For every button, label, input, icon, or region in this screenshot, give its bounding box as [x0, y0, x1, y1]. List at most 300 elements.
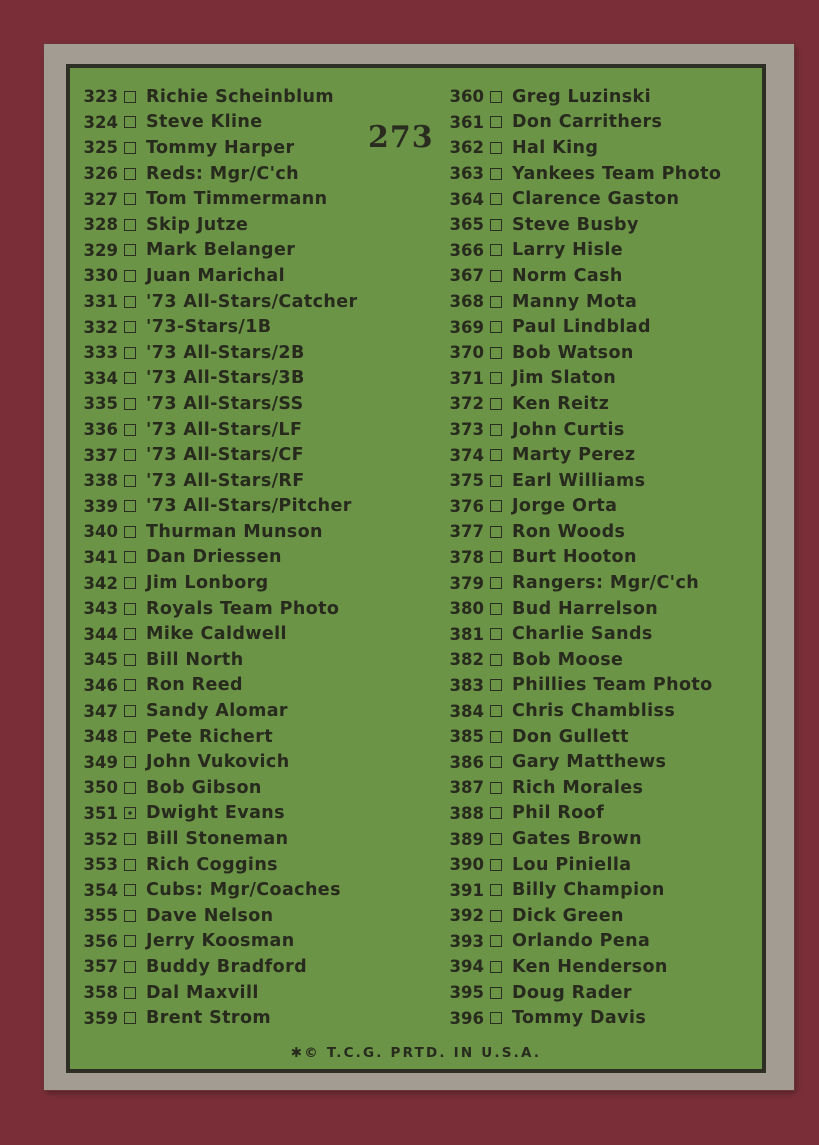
card-list-number: 377	[449, 522, 484, 542]
checkbox-icon	[124, 654, 136, 666]
checkbox-icon	[490, 526, 502, 538]
checklist-row	[440, 749, 758, 775]
card-list-number: 395	[449, 983, 484, 1003]
checkbox-icon	[490, 449, 502, 461]
card-list-number: 368	[449, 292, 484, 312]
checkbox-icon	[490, 859, 502, 871]
player-name: Jorge Orta	[512, 496, 618, 517]
checkbox-icon	[124, 603, 136, 615]
checklist-row	[440, 212, 758, 238]
checklist-row	[74, 698, 444, 724]
checklist-row	[440, 494, 758, 520]
card-list-number: 346	[83, 675, 118, 695]
checkbox-icon	[124, 424, 136, 436]
checkbox-icon	[490, 1012, 502, 1024]
checklist-row	[440, 366, 758, 392]
card-list-number: 350	[83, 778, 118, 798]
checklist-panel	[66, 64, 766, 1073]
card-list-number: 336	[83, 420, 118, 440]
player-name: Dave Nelson	[146, 905, 274, 926]
checkbox-icon	[490, 475, 502, 487]
checkbox-icon	[490, 424, 502, 436]
checklist-row	[74, 494, 444, 520]
checklist-row	[74, 289, 444, 315]
player-name: John Curtis	[512, 419, 625, 440]
player-name: Orlando Pena	[512, 931, 651, 952]
checklist-row	[440, 289, 758, 315]
player-name: Bob Watson	[512, 342, 634, 363]
player-name: Rich Coggins	[146, 854, 278, 875]
card-list-number: 353	[83, 855, 118, 875]
card-list-number: 361	[449, 112, 484, 132]
player-name: Mike Caldwell	[146, 624, 287, 645]
checkbox-icon	[124, 1012, 136, 1024]
checkbox-icon	[490, 935, 502, 947]
player-name: '73 All-Stars/Pitcher	[146, 496, 352, 517]
checklist-row	[440, 135, 758, 161]
player-name: Bill North	[146, 649, 244, 670]
checkbox-icon	[124, 782, 136, 794]
checkbox-icon	[490, 91, 502, 103]
player-name: '73 All-Stars/CF	[146, 445, 305, 466]
checklist-row	[74, 263, 444, 289]
player-name: Greg Luzinski	[512, 86, 651, 107]
checkbox-icon	[124, 449, 136, 461]
checklist-row	[74, 391, 444, 417]
card-list-number: 396	[449, 1008, 484, 1028]
checkbox-icon	[124, 884, 136, 896]
checklist-row	[440, 161, 758, 187]
checkbox-icon	[490, 577, 502, 589]
checklist-row	[74, 954, 444, 980]
checkbox-icon	[124, 807, 136, 819]
checklist-row	[440, 263, 758, 289]
checklist-row	[74, 468, 444, 494]
player-name: Clarence Gaston	[512, 189, 680, 210]
card-list-number: 338	[83, 471, 118, 491]
card-list-number: 393	[449, 931, 484, 951]
card-list-number: 362	[449, 138, 484, 158]
player-name: Pete Richert	[146, 726, 273, 747]
card-list-number: 331	[83, 292, 118, 312]
player-name: Hal King	[512, 137, 599, 158]
player-name: Don Carrithers	[512, 112, 663, 133]
card-list-number: 343	[83, 599, 118, 619]
checklist-row	[74, 442, 444, 468]
player-name: Bill Stoneman	[146, 829, 289, 850]
card-list-number: 323	[83, 87, 118, 107]
player-name: '73-Stars/1B	[146, 317, 272, 338]
card-list-number: 388	[449, 803, 484, 823]
checkbox-icon	[124, 91, 136, 103]
checklist-row	[440, 596, 758, 622]
checkbox-icon	[490, 219, 502, 231]
player-name: Gary Matthews	[512, 752, 667, 773]
player-name: Bud Harrelson	[512, 598, 659, 619]
card-list-number: 386	[449, 752, 484, 772]
checkbox-icon	[490, 782, 502, 794]
checklist-row	[74, 84, 444, 110]
player-name: Sandy Alomar	[146, 701, 288, 722]
player-name: Charlie Sands	[512, 624, 653, 645]
card-number: 273	[368, 120, 434, 155]
checklist-row	[74, 161, 444, 187]
card-list-number: 374	[449, 445, 484, 465]
checkbox-icon	[490, 807, 502, 819]
checklist-row	[74, 903, 444, 929]
checkbox-icon	[490, 833, 502, 845]
checklist-row	[440, 391, 758, 417]
checkbox-icon	[124, 296, 136, 308]
card-list-number: 325	[83, 138, 118, 158]
card-list-number: 351	[83, 803, 118, 823]
checklist-row	[74, 673, 444, 699]
checklist-row	[440, 570, 758, 596]
checkbox-icon	[124, 321, 136, 333]
checkbox-icon	[490, 270, 502, 282]
checkbox-icon	[124, 142, 136, 154]
checklist-row	[440, 647, 758, 673]
player-name: Don Gullett	[512, 726, 629, 747]
player-name: Steve Kline	[146, 112, 263, 133]
baseball-card	[44, 44, 794, 1090]
checkbox-icon	[490, 142, 502, 154]
checklist-row	[74, 749, 444, 775]
checkbox-icon	[124, 935, 136, 947]
player-name: Brent Strom	[146, 1008, 272, 1029]
card-list-number: 392	[449, 906, 484, 926]
checkbox-icon	[490, 756, 502, 768]
card-list-number: 360	[449, 87, 484, 107]
card-list-number: 371	[449, 368, 484, 388]
checklist-row	[74, 340, 444, 366]
checklist-row	[74, 314, 444, 340]
checkbox-icon	[124, 705, 136, 717]
card-list-number: 355	[83, 906, 118, 926]
checkbox-icon	[124, 551, 136, 563]
checkbox-icon	[490, 628, 502, 640]
checklist-row	[440, 110, 758, 136]
checklist-row	[440, 1005, 758, 1031]
player-name: Jim Slaton	[512, 368, 617, 389]
card-list-number: 382	[449, 650, 484, 670]
player-name: Phillies Team Photo	[512, 675, 713, 696]
player-name: Steve Busby	[512, 214, 639, 235]
checklist-row	[74, 212, 444, 238]
card-list-number: 352	[83, 829, 118, 849]
card-list-number: 383	[449, 675, 484, 695]
player-name: Ron Woods	[512, 521, 626, 542]
checkbox-icon	[124, 372, 136, 384]
player-name: Cubs: Mgr/Coaches	[146, 880, 341, 901]
player-name: '73 All-Stars/Catcher	[146, 291, 358, 312]
player-name: Burt Hooton	[512, 547, 637, 568]
checkbox-icon	[124, 526, 136, 538]
player-name: Jerry Koosman	[146, 931, 295, 952]
checkbox-icon	[124, 987, 136, 999]
card-list-number: 332	[83, 317, 118, 337]
checkbox-icon	[490, 705, 502, 717]
player-name: '73 All-Stars/3B	[146, 368, 305, 389]
checkbox-icon	[490, 500, 502, 512]
checkbox-icon	[124, 961, 136, 973]
checkbox-icon	[124, 500, 136, 512]
checkbox-icon	[124, 628, 136, 640]
player-name: Richie Scheinblum	[146, 86, 335, 107]
card-list-number: 345	[83, 650, 118, 670]
checklist-row	[74, 980, 444, 1006]
player-name: Chris Chambliss	[512, 701, 676, 722]
card-list-number: 358	[83, 983, 118, 1003]
checklist-row	[74, 775, 444, 801]
card-list-number: 384	[449, 701, 484, 721]
checkbox-icon	[124, 168, 136, 180]
card-list-number: 354	[83, 880, 118, 900]
card-list-number: 385	[449, 727, 484, 747]
checklist-row	[440, 826, 758, 852]
checklist-row	[440, 442, 758, 468]
player-name: Skip Jutze	[146, 214, 249, 235]
checkbox-icon	[124, 219, 136, 231]
player-name: Buddy Bradford	[146, 956, 308, 977]
player-name: '73 All-Stars/LF	[146, 419, 303, 440]
card-list-number: 339	[83, 496, 118, 516]
checkbox-icon	[124, 910, 136, 922]
player-name: Lou Piniella	[512, 854, 632, 875]
checklist-row	[74, 519, 444, 545]
checklist-right-column	[440, 84, 758, 1031]
card-list-number: 375	[449, 471, 484, 491]
checkbox-icon	[490, 193, 502, 205]
player-name: Bob Moose	[512, 649, 624, 670]
checklist-row	[440, 801, 758, 827]
checklist-row	[440, 417, 758, 443]
card-list-number: 344	[83, 624, 118, 644]
checklist-row	[440, 519, 758, 545]
card-list-number: 363	[449, 164, 484, 184]
card-list-number: 366	[449, 240, 484, 260]
checkbox-icon	[490, 398, 502, 410]
checklist-row	[74, 596, 444, 622]
checklist-row	[440, 238, 758, 264]
card-list-number: 329	[83, 240, 118, 260]
card-list-number: 380	[449, 599, 484, 619]
player-name: Bob Gibson	[146, 777, 262, 798]
checklist-row	[74, 621, 444, 647]
checkbox-icon	[490, 244, 502, 256]
checklist-row	[440, 545, 758, 571]
card-list-number: 342	[83, 573, 118, 593]
player-name: Tommy Harper	[146, 137, 295, 158]
player-name: Marty Perez	[512, 445, 636, 466]
card-list-number: 373	[449, 420, 484, 440]
checklist-row	[440, 903, 758, 929]
player-name: Yankees Team Photo	[512, 163, 722, 184]
player-name: Tom Timmermann	[146, 189, 328, 210]
checklist-row	[440, 775, 758, 801]
checkbox-icon	[490, 296, 502, 308]
player-name: Rangers: Mgr/C'ch	[512, 573, 700, 594]
player-name: Dan Driessen	[146, 547, 282, 568]
card-list-number: 379	[449, 573, 484, 593]
player-name: Royals Team Photo	[146, 598, 340, 619]
player-name: Ken Reitz	[512, 393, 610, 414]
player-name: Dal Maxvill	[146, 982, 259, 1003]
player-name: Tommy Davis	[512, 1008, 647, 1029]
checklist-row	[74, 366, 444, 392]
checkbox-icon	[124, 193, 136, 205]
player-name: Mark Belanger	[146, 240, 296, 261]
checklist-row	[74, 545, 444, 571]
player-name: John Vukovich	[146, 752, 290, 773]
card-list-number: 390	[449, 855, 484, 875]
card-list-number: 394	[449, 957, 484, 977]
card-list-number: 381	[449, 624, 484, 644]
card-list-number: 391	[449, 880, 484, 900]
checklist-row	[440, 724, 758, 750]
checkbox-icon	[490, 731, 502, 743]
card-list-number: 337	[83, 445, 118, 465]
player-name: Jim Lonborg	[146, 573, 269, 594]
checklist-row	[74, 238, 444, 264]
player-name: '73 All-Stars/2B	[146, 342, 305, 363]
checkbox-icon	[490, 910, 502, 922]
checklist-row	[440, 980, 758, 1006]
card-list-number: 330	[83, 266, 118, 286]
checkbox-icon	[124, 398, 136, 410]
player-name: Ron Reed	[146, 675, 243, 696]
checkbox-icon	[490, 551, 502, 563]
checkbox-icon	[124, 859, 136, 871]
checkbox-icon	[490, 321, 502, 333]
checkbox-icon	[490, 603, 502, 615]
player-name: Earl Williams	[512, 470, 646, 491]
card-list-number: 335	[83, 394, 118, 414]
player-name: '73 All-Stars/RF	[146, 470, 305, 491]
checklist-row	[74, 724, 444, 750]
card-list-number: 365	[449, 215, 484, 235]
checkbox-icon	[490, 654, 502, 666]
checklist-row	[440, 929, 758, 955]
checklist-row	[74, 929, 444, 955]
card-list-number: 348	[83, 727, 118, 747]
checklist-row	[74, 1005, 444, 1031]
player-name: Norm Cash	[512, 265, 623, 286]
checkbox-icon	[490, 679, 502, 691]
player-name: Dick Green	[512, 905, 624, 926]
checkbox-icon	[124, 270, 136, 282]
card-list-number: 359	[83, 1008, 118, 1028]
checkbox-icon	[124, 731, 136, 743]
checkbox-icon	[124, 244, 136, 256]
card-list-number: 356	[83, 931, 118, 951]
checklist-left-column	[74, 84, 444, 1031]
checkbox-icon	[490, 372, 502, 384]
player-name: Reds: Mgr/C'ch	[146, 163, 299, 184]
card-list-number: 387	[449, 778, 484, 798]
checklist-row	[440, 852, 758, 878]
player-name: Doug Rader	[512, 982, 632, 1003]
player-name: Ken Henderson	[512, 956, 668, 977]
checklist-row	[440, 698, 758, 724]
player-name: Gates Brown	[512, 829, 642, 850]
checklist-row	[440, 314, 758, 340]
card-list-number: 334	[83, 368, 118, 388]
card-list-number: 326	[83, 164, 118, 184]
checklist-row	[440, 340, 758, 366]
player-name: Rich Morales	[512, 777, 644, 798]
card-list-number: 372	[449, 394, 484, 414]
checkbox-icon	[490, 116, 502, 128]
checklist-row	[74, 852, 444, 878]
checklist-row	[74, 877, 444, 903]
checkbox-icon	[124, 347, 136, 359]
checkbox-icon	[490, 961, 502, 973]
card-list-number: 376	[449, 496, 484, 516]
player-name: Dwight Evans	[146, 803, 285, 824]
checklist-row	[74, 801, 444, 827]
player-name: '73 All-Stars/SS	[146, 393, 304, 414]
card-list-number: 369	[449, 317, 484, 337]
checkbox-icon	[124, 577, 136, 589]
checklist-row	[74, 647, 444, 673]
checklist-row	[440, 186, 758, 212]
player-name: Phil Roof	[512, 803, 605, 824]
checklist-row	[440, 954, 758, 980]
checklist-row	[440, 84, 758, 110]
card-list-number: 370	[449, 343, 484, 363]
checkbox-icon	[124, 756, 136, 768]
card-list-number: 378	[449, 547, 484, 567]
player-name: Juan Marichal	[146, 265, 286, 286]
card-list-number: 340	[83, 522, 118, 542]
card-list-number: 367	[449, 266, 484, 286]
card-list-number: 364	[449, 189, 484, 209]
checklist-row	[440, 877, 758, 903]
checklist-row	[440, 621, 758, 647]
card-list-number: 349	[83, 752, 118, 772]
card-list-number: 327	[83, 189, 118, 209]
card-list-number: 328	[83, 215, 118, 235]
player-name: Billy Champion	[512, 880, 665, 901]
card-list-number: 341	[83, 547, 118, 567]
checkbox-icon	[490, 168, 502, 180]
checkbox-icon	[124, 116, 136, 128]
checklist-row	[74, 826, 444, 852]
checklist-row	[440, 673, 758, 699]
checkbox-icon	[124, 679, 136, 691]
card-list-number: 357	[83, 957, 118, 977]
copyright-footer: ✱© T.C.G. PRTD. IN U.S.A.	[290, 1045, 542, 1061]
checkbox-icon	[490, 884, 502, 896]
player-name: Larry Hisle	[512, 240, 624, 261]
card-list-number: 389	[449, 829, 484, 849]
checklist-row	[74, 570, 444, 596]
player-name: Paul Lindblad	[512, 317, 651, 338]
card-list-number: 333	[83, 343, 118, 363]
checkbox-icon	[490, 987, 502, 999]
checklist-row	[74, 186, 444, 212]
card-list-number: 347	[83, 701, 118, 721]
checkbox-icon	[124, 475, 136, 487]
checklist-row	[440, 468, 758, 494]
player-name: Manny Mota	[512, 291, 638, 312]
checkbox-icon	[490, 347, 502, 359]
player-name: Thurman Munson	[146, 521, 323, 542]
card-list-number: 324	[83, 112, 118, 132]
checkbox-icon	[124, 833, 136, 845]
checklist-row	[74, 417, 444, 443]
